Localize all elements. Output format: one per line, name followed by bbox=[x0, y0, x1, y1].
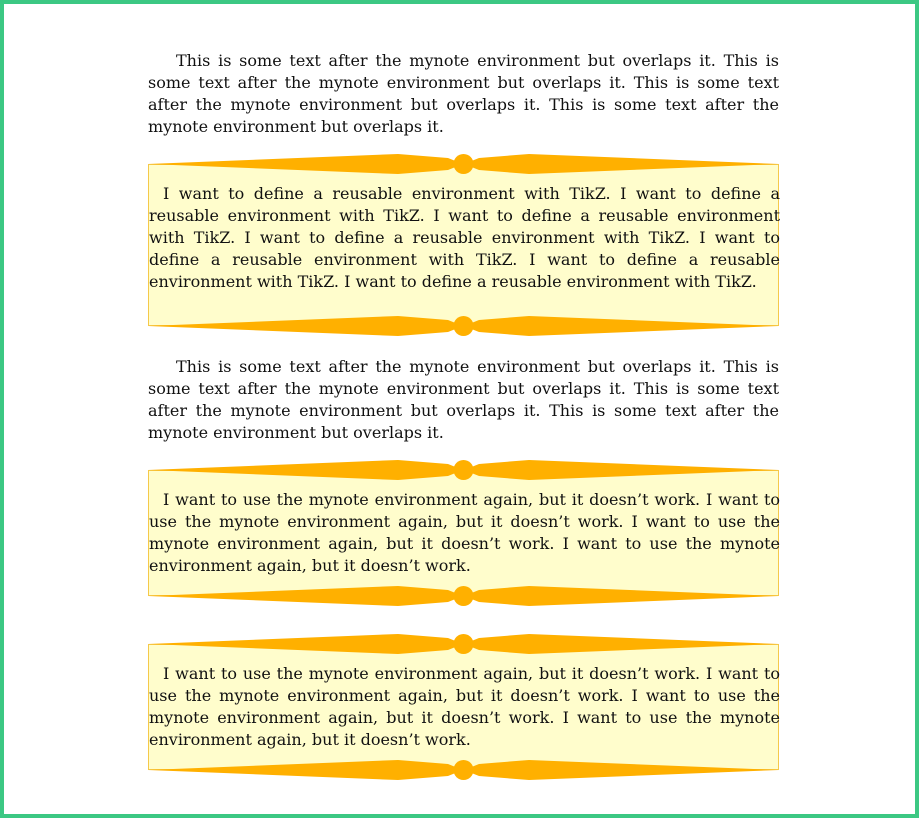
paragraph-2: This is some text after the mynote environment but overlaps it. This is some text after the mynote environment but overlaps it. This is some text after the mynote environment but overlaps it. This is some text after the mynote environment but overlaps it. bbox=[148, 357, 779, 442]
ornament-bottom-2-icon bbox=[148, 584, 779, 608]
ornament-top-3-icon bbox=[148, 632, 779, 656]
mynote-box-1 bbox=[148, 164, 779, 326]
ornament-top-1-icon bbox=[148, 152, 779, 176]
mynote-text-1: I want to define a reusable environment with TikZ. I want to define a reusable environment with TikZ. I want to define a reusable environment with TikZ. I want to define a reusable environment with TikZ. I want to define a reusable environment with TikZ. I want to define a reusable environment with TikZ. I want to define a reusable environment with TikZ. bbox=[149, 184, 780, 291]
mynote-box-2 bbox=[148, 470, 779, 596]
mynote-text-3: I want to use the mynote environment again, but it doesn’t work. I want to use the mynote environment again, but it doesn’t work. I want to use the mynote environment again, but it doesn’t work. I want to use the mynote environment again, but it doesn’t work. bbox=[149, 664, 780, 749]
ornament-bottom-1-icon bbox=[148, 314, 779, 338]
mynote-box-3 bbox=[148, 644, 779, 770]
paragraph-1: This is some text after the mynote environment but overlaps it. This is some text after the mynote environment but overlaps it. This is some text after the mynote environment but overlaps it. This is some text after the mynote environment but overlaps it. bbox=[148, 51, 779, 136]
mynote-text-2: I want to use the mynote environment again, but it doesn’t work. I want to use the mynote environment again, but it doesn’t work. I want to use the mynote environment again, but it doesn’t work. I want to use the mynote environment again, but it doesn’t work. bbox=[149, 490, 780, 575]
ornament-top-2-icon bbox=[148, 458, 779, 482]
ornament-bottom-3-icon bbox=[148, 758, 779, 782]
